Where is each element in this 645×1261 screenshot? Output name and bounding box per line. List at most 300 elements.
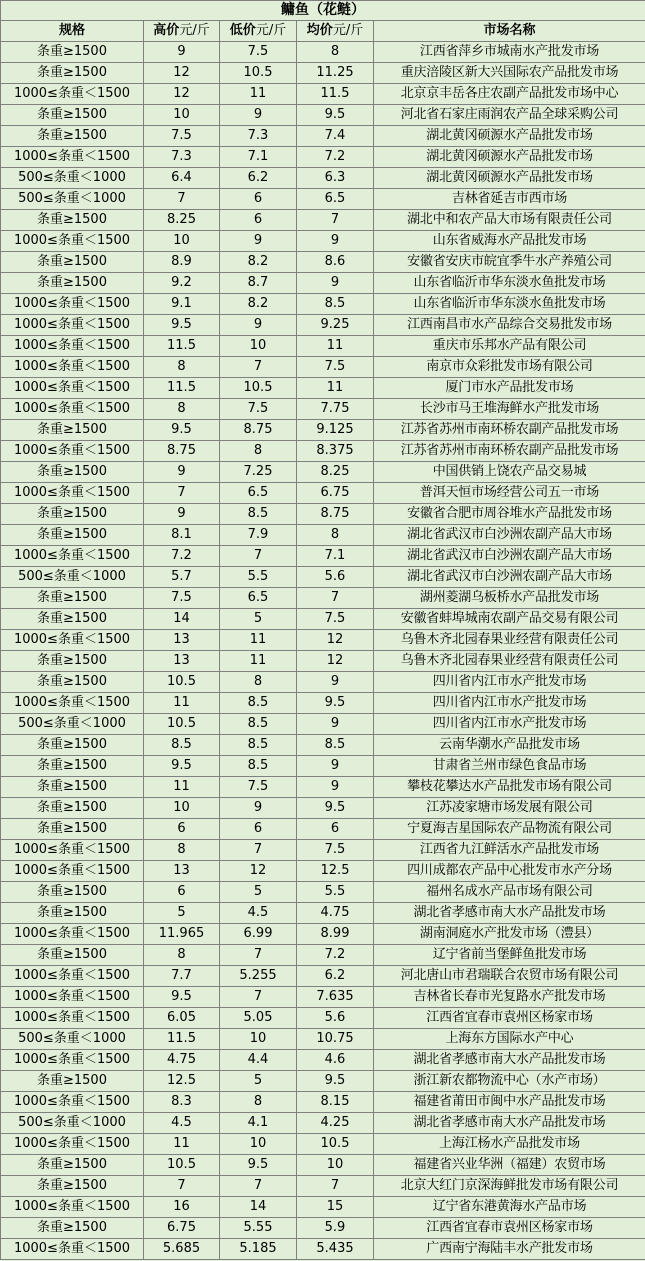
table-row [1, 567, 645, 588]
market-cell: 湖北省孝感市南大水产品批发市场 [374, 1050, 645, 1071]
spec-cell: 条重≥1500 [1, 1176, 144, 1197]
market-cell: 普洱天恒市场经营公司五一市场 [374, 483, 645, 504]
high-price-cell: 7 [144, 483, 220, 504]
high-price-cell: 13 [144, 861, 220, 882]
spec-cell: 条重≥1500 [1, 672, 144, 693]
market-cell: 四川省内江市水产批发市场 [374, 714, 645, 735]
spec-cell: 条重≥1500 [1, 1155, 144, 1176]
high-price-cell: 12 [144, 63, 220, 84]
low-price-cell: 7 [220, 840, 297, 861]
spec-cell: 1000≤条重＜1500 [1, 1134, 144, 1155]
low-price-cell: 7.1 [220, 147, 297, 168]
low-price-cell: 5.55 [220, 1218, 297, 1239]
table-row [1, 546, 645, 567]
low-price-cell: 7.25 [220, 462, 297, 483]
avg-price-cell: 6.5 [297, 189, 374, 210]
avg-price-cell: 9.5 [297, 105, 374, 126]
low-price-cell: 10 [220, 336, 297, 357]
high-price-cell: 7.3 [144, 147, 220, 168]
low-price-cell: 9 [220, 315, 297, 336]
spec-cell: 条重≥1500 [1, 42, 144, 63]
spec-cell: 1000≤条重＜1500 [1, 84, 144, 105]
avg-price-cell: 8.6 [297, 252, 374, 273]
low-price-cell: 8.5 [220, 714, 297, 735]
market-cell: 吉林省长春市光复路水产批发市场 [374, 987, 645, 1008]
spec-cell: 1000≤条重＜1500 [1, 357, 144, 378]
low-price-cell: 8.7 [220, 273, 297, 294]
table-row [1, 336, 645, 357]
table-row [1, 168, 645, 189]
low-price-cell: 8.5 [220, 735, 297, 756]
market-cell: 辽宁省前当堡鲜鱼批发市场 [374, 945, 645, 966]
market-cell: 河北唐山市君瑞联合农贸市场有限公司 [374, 966, 645, 987]
table-row [1, 1218, 645, 1239]
spec-cell: 1000≤条重＜1500 [1, 1239, 144, 1260]
spec-cell: 1000≤条重＜1500 [1, 1008, 144, 1029]
high-price-cell: 13 [144, 630, 220, 651]
high-price-cell: 11 [144, 693, 220, 714]
market-cell: 湖北省武汉市白沙洲农副产品大市场 [374, 525, 645, 546]
avg-price-cell: 8.375 [297, 441, 374, 462]
spec-cell: 1000≤条重＜1500 [1, 147, 144, 168]
high-price-cell: 6 [144, 819, 220, 840]
spec-cell: 500≤条重＜1000 [1, 168, 144, 189]
market-cell: 湖北省武汉市白沙洲农副产品大市场 [374, 546, 645, 567]
table-row [1, 987, 645, 1008]
spec-cell: 条重≥1500 [1, 798, 144, 819]
market-cell: 上海江杨水产品批发市场 [374, 1134, 645, 1155]
table-row [1, 399, 645, 420]
table-row [1, 1008, 645, 1029]
avg-price-cell: 9 [297, 672, 374, 693]
spec-cell: 条重≥1500 [1, 735, 144, 756]
spec-cell: 1000≤条重＜1500 [1, 1092, 144, 1113]
avg-price-cell: 7.4 [297, 126, 374, 147]
table-row [1, 1155, 645, 1176]
market-cell: 厦门市水产品批发市场 [374, 378, 645, 399]
market-cell: 安徽省蚌埠城南农副产品交易有限公司 [374, 609, 645, 630]
spec-cell: 条重≥1500 [1, 1071, 144, 1092]
spec-cell: 条重≥1500 [1, 588, 144, 609]
table-row [1, 630, 645, 651]
market-cell: 福州名成水产品市场有限公司 [374, 882, 645, 903]
market-cell: 河北省石家庄雨润农产品全球采购公司 [374, 105, 645, 126]
table-row [1, 1113, 645, 1134]
spec-cell: 1000≤条重＜1500 [1, 693, 144, 714]
high-price-cell: 8.9 [144, 252, 220, 273]
table-row [1, 147, 645, 168]
low-price-cell: 10 [220, 1134, 297, 1155]
low-price-cell: 11 [220, 84, 297, 105]
avg-price-cell: 7.635 [297, 987, 374, 1008]
market-cell: 江苏凌家塘市场发展有限公司 [374, 798, 645, 819]
market-cell: 山东省临沂市华东淡水鱼批发市场 [374, 273, 645, 294]
avg-price-cell: 7 [297, 1176, 374, 1197]
high-price-cell: 4.75 [144, 1050, 220, 1071]
market-cell: 乌鲁木齐北园春果业经营有限责任公司 [374, 630, 645, 651]
low-price-cell: 8.75 [220, 420, 297, 441]
market-cell: 上海东方国际水产中心 [374, 1029, 645, 1050]
spec-cell: 条重≥1500 [1, 609, 144, 630]
avg-price-cell: 9 [297, 777, 374, 798]
low-price-cell: 11 [220, 651, 297, 672]
high-price-cell: 6.05 [144, 1008, 220, 1029]
spec-cell: 500≤条重＜1000 [1, 189, 144, 210]
avg-price-cell: 12 [297, 651, 374, 672]
spec-cell: 条重≥1500 [1, 462, 144, 483]
table-row [1, 882, 645, 903]
table-row [1, 189, 645, 210]
spec-cell: 1000≤条重＜1500 [1, 483, 144, 504]
table-row [1, 525, 645, 546]
avg-price-cell: 7.5 [297, 357, 374, 378]
spec-cell: 条重≥1500 [1, 756, 144, 777]
low-price-cell: 8 [220, 1092, 297, 1113]
table-row [1, 819, 645, 840]
market-cell: 广西南宁海陆丰水产批发市场 [374, 1239, 645, 1260]
avg-price-cell: 7.2 [297, 147, 374, 168]
market-cell: 湖北省武汉市白沙洲农副产品大市场 [374, 567, 645, 588]
high-price-cell: 16 [144, 1197, 220, 1218]
avg-price-cell: 4.75 [297, 903, 374, 924]
avg-price-cell: 11.5 [297, 84, 374, 105]
high-price-cell: 8.5 [144, 735, 220, 756]
table-row [1, 861, 645, 882]
high-price-cell: 8 [144, 945, 220, 966]
high-price-cell: 8 [144, 357, 220, 378]
low-price-cell: 4.1 [220, 1113, 297, 1134]
table-row [1, 1092, 645, 1113]
table-row [1, 273, 645, 294]
high-price-cell: 8 [144, 399, 220, 420]
high-price-cell: 9.5 [144, 315, 220, 336]
market-cell: 重庆市乐邦水产品有限公司 [374, 336, 645, 357]
spec-cell: 条重≥1500 [1, 1218, 144, 1239]
low-price-cell: 4.5 [220, 903, 297, 924]
table-row [1, 231, 645, 252]
high-price-cell: 4.5 [144, 1113, 220, 1134]
spec-cell: 条重≥1500 [1, 210, 144, 231]
header-low-price: 低价元/斤 [220, 21, 297, 42]
spec-cell: 500≤条重＜1000 [1, 1029, 144, 1050]
table-row [1, 840, 645, 861]
avg-price-cell: 9 [297, 231, 374, 252]
avg-price-cell: 5.9 [297, 1218, 374, 1239]
market-cell: 江西省宜春市袁州区杨家市场 [374, 1008, 645, 1029]
table-row [1, 357, 645, 378]
market-cell: 江西南昌市水产品综合交易批发市场 [374, 315, 645, 336]
table-row [1, 798, 645, 819]
high-price-cell: 9.5 [144, 420, 220, 441]
spec-cell: 1000≤条重＜1500 [1, 399, 144, 420]
high-price-cell: 11 [144, 777, 220, 798]
high-price-cell: 5.7 [144, 567, 220, 588]
low-price-cell: 6.99 [220, 924, 297, 945]
market-cell: 湖州菱湖乌板桥水产品批发市场 [374, 588, 645, 609]
low-price-cell: 9.5 [220, 1155, 297, 1176]
spec-cell: 条重≥1500 [1, 420, 144, 441]
market-cell: 乌鲁木齐北园春果业经营有限责任公司 [374, 651, 645, 672]
market-cell: 四川成都农产品中心批发市水产分场 [374, 861, 645, 882]
table-row [1, 84, 645, 105]
market-cell: 四川省内江市水产批发市场 [374, 672, 645, 693]
low-price-cell: 7 [220, 945, 297, 966]
spec-cell: 1000≤条重＜1500 [1, 987, 144, 1008]
header-high-price: 高价元/斤 [144, 21, 220, 42]
market-cell: 四川省内江市水产批发市场 [374, 693, 645, 714]
avg-price-cell: 7.5 [297, 840, 374, 861]
market-cell: 云南华潮水产品批发市场 [374, 735, 645, 756]
table-row [1, 1071, 645, 1092]
high-price-cell: 9.5 [144, 987, 220, 1008]
avg-price-cell: 8 [297, 42, 374, 63]
spec-cell: 条重≥1500 [1, 903, 144, 924]
high-price-cell: 9.2 [144, 273, 220, 294]
table-row [1, 924, 645, 945]
high-price-cell: 9 [144, 42, 220, 63]
market-cell: 中国供销上饶农产品交易城 [374, 462, 645, 483]
low-price-cell: 6.5 [220, 588, 297, 609]
high-price-cell: 7.2 [144, 546, 220, 567]
header-spec: 规格 [1, 21, 144, 42]
spec-cell: 1000≤条重＜1500 [1, 315, 144, 336]
low-price-cell: 5.255 [220, 966, 297, 987]
spec-cell: 500≤条重＜1000 [1, 1113, 144, 1134]
low-price-cell: 8.2 [220, 252, 297, 273]
table-row [1, 966, 645, 987]
low-price-cell: 8.5 [220, 756, 297, 777]
low-price-cell: 7 [220, 1176, 297, 1197]
market-cell: 吉林省延吉市西市场 [374, 189, 645, 210]
spec-cell: 1000≤条重＜1500 [1, 924, 144, 945]
table-row [1, 1176, 645, 1197]
high-price-cell: 10 [144, 105, 220, 126]
table-row [1, 903, 645, 924]
low-price-cell: 9 [220, 231, 297, 252]
table-row [1, 378, 645, 399]
high-price-cell: 5 [144, 903, 220, 924]
avg-price-cell: 8.75 [297, 504, 374, 525]
avg-price-cell: 4.6 [297, 1050, 374, 1071]
table-row [1, 588, 645, 609]
low-price-cell: 9 [220, 798, 297, 819]
high-price-cell: 10 [144, 231, 220, 252]
table-row [1, 294, 645, 315]
spec-cell: 条重≥1500 [1, 63, 144, 84]
avg-price-cell: 8.99 [297, 924, 374, 945]
table-row [1, 714, 645, 735]
spec-cell: 1000≤条重＜1500 [1, 861, 144, 882]
low-price-cell: 6.5 [220, 483, 297, 504]
high-price-cell: 9.5 [144, 756, 220, 777]
high-price-cell: 7.5 [144, 588, 220, 609]
avg-price-cell: 9.125 [297, 420, 374, 441]
avg-price-cell: 6.3 [297, 168, 374, 189]
header-avg-price: 均价元/斤 [297, 21, 374, 42]
high-price-cell: 11 [144, 1134, 220, 1155]
market-cell: 辽宁省东港黄海水产品市场 [374, 1197, 645, 1218]
table-row [1, 210, 645, 231]
avg-price-cell: 7.2 [297, 945, 374, 966]
high-price-cell: 8.3 [144, 1092, 220, 1113]
low-price-cell: 5.185 [220, 1239, 297, 1260]
high-price-cell: 8.1 [144, 525, 220, 546]
avg-price-cell: 9.5 [297, 1071, 374, 1092]
avg-price-cell: 9 [297, 273, 374, 294]
market-cell: 南京市众彩批发市场有限公司 [374, 357, 645, 378]
high-price-cell: 12 [144, 84, 220, 105]
avg-price-cell: 7.75 [297, 399, 374, 420]
spec-cell: 条重≥1500 [1, 945, 144, 966]
avg-price-cell: 9 [297, 714, 374, 735]
low-price-cell: 8 [220, 672, 297, 693]
spec-cell: 条重≥1500 [1, 126, 144, 147]
high-price-cell: 7.5 [144, 126, 220, 147]
low-price-cell: 7 [220, 987, 297, 1008]
spec-cell: 1000≤条重＜1500 [1, 231, 144, 252]
avg-price-cell: 6 [297, 819, 374, 840]
market-cell: 湖北黄冈硕源水产品批发市场 [374, 147, 645, 168]
avg-price-cell: 8.25 [297, 462, 374, 483]
market-cell: 湖北省孝感市南大水产品批发市场 [374, 903, 645, 924]
table-row [1, 1239, 645, 1260]
low-price-cell: 12 [220, 861, 297, 882]
avg-price-cell: 9.5 [297, 798, 374, 819]
market-cell: 江苏省苏州市南环桥农副产品批发市场 [374, 441, 645, 462]
low-price-cell: 6.2 [220, 168, 297, 189]
high-price-cell: 10.5 [144, 714, 220, 735]
spec-cell: 500≤条重＜1000 [1, 567, 144, 588]
table-row [1, 1029, 645, 1050]
market-cell: 江苏省苏州市南环桥农副产品批发市场 [374, 420, 645, 441]
high-price-cell: 6.4 [144, 168, 220, 189]
spec-cell: 条重≥1500 [1, 819, 144, 840]
market-cell: 浙江新农都物流中心（水产市场） [374, 1071, 645, 1092]
low-price-cell: 7 [220, 546, 297, 567]
market-cell: 湖北中和农产品大市场有限责任公司 [374, 210, 645, 231]
low-price-cell: 4.4 [220, 1050, 297, 1071]
low-price-cell: 11 [220, 630, 297, 651]
table-row [1, 1050, 645, 1071]
table-row [1, 651, 645, 672]
avg-price-cell: 12 [297, 630, 374, 651]
high-price-cell: 11.5 [144, 378, 220, 399]
avg-price-cell: 11 [297, 336, 374, 357]
high-price-cell: 5.685 [144, 1239, 220, 1260]
table-row [1, 420, 645, 441]
low-price-cell: 7 [220, 357, 297, 378]
high-price-cell: 14 [144, 609, 220, 630]
low-price-cell: 7.5 [220, 399, 297, 420]
table-row [1, 693, 645, 714]
table-row [1, 63, 645, 84]
market-cell: 攀枝花攀达水产品批发市场有限公司 [374, 777, 645, 798]
high-price-cell: 10.5 [144, 672, 220, 693]
market-cell: 甘肃省兰州市绿色食品市场 [374, 756, 645, 777]
spec-cell: 1000≤条重＜1500 [1, 441, 144, 462]
low-price-cell: 7.5 [220, 42, 297, 63]
low-price-cell: 7.9 [220, 525, 297, 546]
market-cell: 湖北省孝感市南大水产品批发市场 [374, 1113, 645, 1134]
avg-price-cell: 9.5 [297, 693, 374, 714]
market-cell: 北京大红门京深海鲜批发市场有限公司 [374, 1176, 645, 1197]
low-price-cell: 5 [220, 882, 297, 903]
table-row [1, 315, 645, 336]
spec-cell: 1000≤条重＜1500 [1, 546, 144, 567]
table-row [1, 672, 645, 693]
avg-price-cell: 9.25 [297, 315, 374, 336]
spec-cell: 1000≤条重＜1500 [1, 294, 144, 315]
avg-price-cell: 15 [297, 1197, 374, 1218]
low-price-cell: 6 [220, 210, 297, 231]
spec-cell: 1000≤条重＜1500 [1, 630, 144, 651]
high-price-cell: 13 [144, 651, 220, 672]
spec-cell: 条重≥1500 [1, 651, 144, 672]
market-cell: 江西省萍乡市城南水产批发市场 [374, 42, 645, 63]
low-price-cell: 6 [220, 819, 297, 840]
high-price-cell: 8.25 [144, 210, 220, 231]
high-price-cell: 8.75 [144, 441, 220, 462]
avg-price-cell: 7 [297, 210, 374, 231]
spec-cell: 条重≥1500 [1, 525, 144, 546]
high-price-cell: 9 [144, 462, 220, 483]
avg-price-cell: 6.2 [297, 966, 374, 987]
avg-price-cell: 10.75 [297, 1029, 374, 1050]
avg-price-cell: 5.435 [297, 1239, 374, 1260]
market-cell: 长沙市马王堆海鲜水产批发市场 [374, 399, 645, 420]
low-price-cell: 5 [220, 609, 297, 630]
low-price-cell: 5 [220, 1071, 297, 1092]
avg-price-cell: 11.25 [297, 63, 374, 84]
market-cell: 湖北黄冈硕源水产品批发市场 [374, 126, 645, 147]
low-price-cell: 7.3 [220, 126, 297, 147]
spec-cell: 条重≥1500 [1, 777, 144, 798]
avg-price-cell: 12.5 [297, 861, 374, 882]
avg-price-cell: 7 [297, 588, 374, 609]
low-price-cell: 9 [220, 105, 297, 126]
low-price-cell: 8.5 [220, 504, 297, 525]
low-price-cell: 10.5 [220, 378, 297, 399]
high-price-cell: 7 [144, 189, 220, 210]
avg-price-cell: 8.15 [297, 1092, 374, 1113]
table-title-row [1, 1, 645, 21]
table-row [1, 483, 645, 504]
high-price-cell: 8 [144, 840, 220, 861]
market-cell: 江西省宜春市袁州区杨家市场 [374, 1218, 645, 1239]
spec-cell: 1000≤条重＜1500 [1, 840, 144, 861]
spec-cell: 条重≥1500 [1, 504, 144, 525]
market-cell: 安徽省合肥市周谷堆水产品批发市场 [374, 504, 645, 525]
table-row [1, 945, 645, 966]
high-price-cell: 12.5 [144, 1071, 220, 1092]
high-price-cell: 11.5 [144, 1029, 220, 1050]
low-price-cell: 8.5 [220, 693, 297, 714]
low-price-cell: 7.5 [220, 777, 297, 798]
spec-cell: 500≤条重＜1000 [1, 714, 144, 735]
spec-cell: 1000≤条重＜1500 [1, 378, 144, 399]
table-title: 鳙鱼（花鲢） [1, 1, 645, 21]
table-row [1, 756, 645, 777]
avg-price-cell: 10 [297, 1155, 374, 1176]
header-market: 市场名称 [374, 21, 645, 42]
avg-price-cell: 9 [297, 756, 374, 777]
high-price-cell: 10 [144, 798, 220, 819]
high-price-cell: 9.1 [144, 294, 220, 315]
market-cell: 福建省兴业华洲（福建）农贸市场 [374, 1155, 645, 1176]
spec-cell: 条重≥1500 [1, 882, 144, 903]
avg-price-cell: 5.5 [297, 882, 374, 903]
table-row [1, 777, 645, 798]
